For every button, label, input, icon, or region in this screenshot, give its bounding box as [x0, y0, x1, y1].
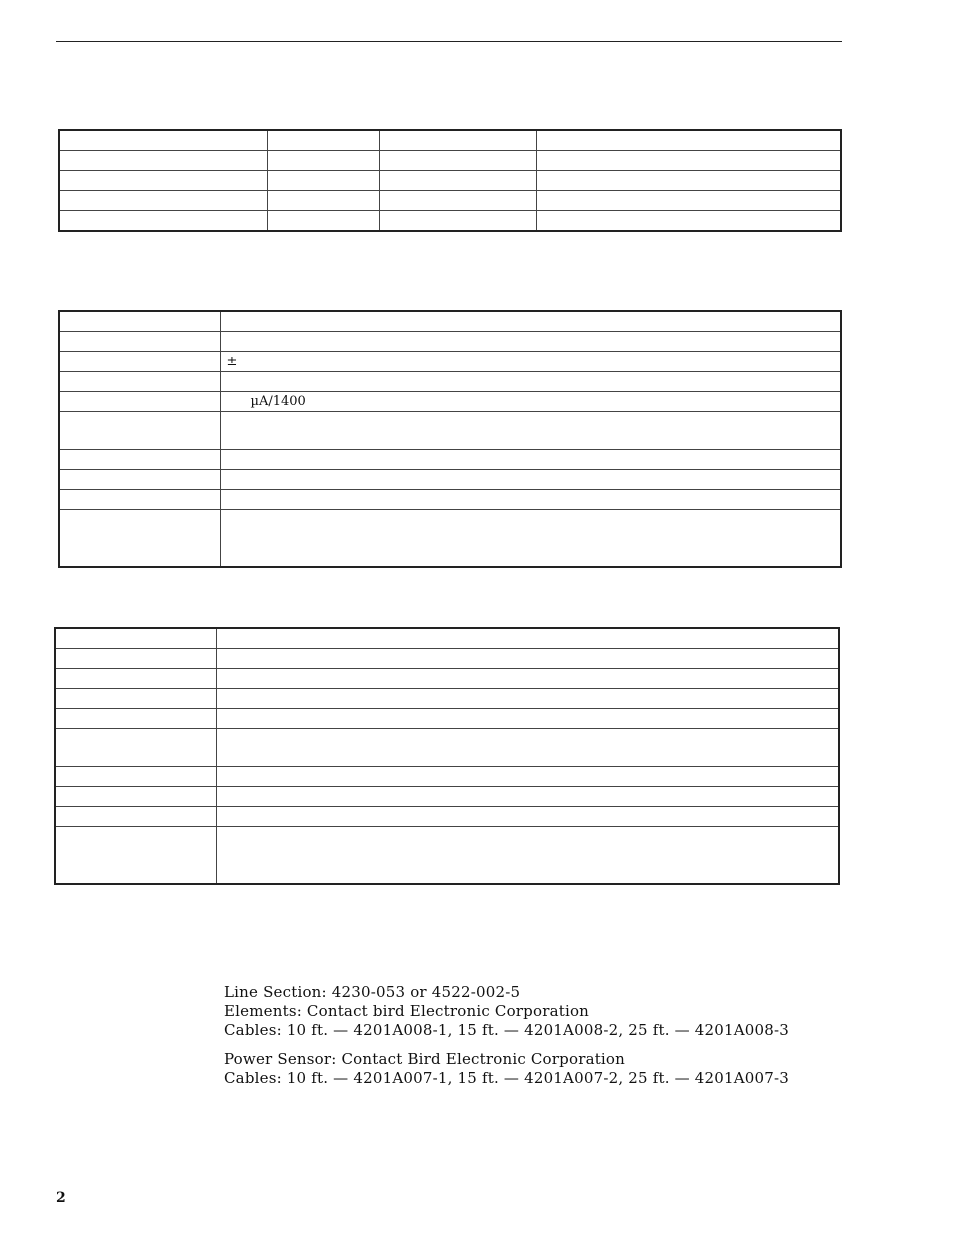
spec-value: [216, 787, 839, 807]
page-number: 2: [56, 1190, 66, 1206]
spec-label: [59, 372, 220, 392]
accessories-text: [224, 983, 844, 1098]
table-cell: [536, 171, 841, 191]
spec-label: [55, 689, 216, 709]
table-row: [55, 669, 839, 689]
accessories-group-line-section: [224, 983, 844, 1040]
table-cell: [267, 130, 379, 151]
spec-value: ±: [220, 352, 841, 372]
table-row: [59, 450, 841, 470]
spec-value: [220, 490, 841, 510]
spec-label: [55, 669, 216, 689]
table-cell: [536, 211, 841, 232]
spec-label: [59, 352, 220, 372]
spec-label: [55, 767, 216, 787]
spec-value: [220, 510, 841, 567]
table-cell: [59, 211, 267, 232]
table-cell: [379, 171, 536, 191]
accessory-line: Power Sensor: Contact Bird Electronic Corporation: [224, 1050, 626, 1068]
spec-label: [55, 729, 216, 767]
spec-label: [55, 649, 216, 669]
spec-label: [59, 470, 220, 490]
spec-value: [220, 470, 841, 490]
table-row: [55, 827, 839, 884]
table-row: [59, 211, 841, 232]
spec-value: [216, 827, 839, 884]
table-row: [59, 352, 841, 372]
spec-value: [220, 412, 841, 450]
table-cell: [267, 171, 379, 191]
spec-label: [59, 450, 220, 470]
accessory-line: Cables: 10 ft. — 4201A007-1, 15 ft. — 4201A007-2, 25 ft. — 4201A007-3: [224, 1069, 790, 1087]
spec-value: [220, 311, 841, 332]
table-row: [59, 130, 841, 151]
spec-label: [59, 332, 220, 352]
table-row: [59, 490, 841, 510]
spec-value: [216, 649, 839, 669]
table-cell: [536, 151, 841, 171]
spec-label: [59, 392, 220, 412]
table-row: [55, 807, 839, 827]
table-cell: [59, 130, 267, 151]
spec-value: [216, 689, 839, 709]
spec-table-2: [58, 310, 842, 568]
spec-label: [59, 510, 220, 567]
table-row: [59, 191, 841, 211]
table-cell: [536, 191, 841, 211]
table-cell: [59, 151, 267, 171]
spec-label: [59, 412, 220, 450]
table-cell: [267, 191, 379, 211]
table-cell: [379, 130, 536, 151]
spec-value: [216, 767, 839, 787]
table-row: [55, 649, 839, 669]
spec-table-3: [54, 627, 840, 885]
spec-label: [59, 311, 220, 332]
table-row: [59, 311, 841, 332]
table-row: [55, 729, 839, 767]
table-cell: [379, 211, 536, 232]
spec-table-1: [58, 129, 842, 232]
spec-value: [220, 372, 841, 392]
spec-label: [55, 807, 216, 827]
spec-label: [55, 709, 216, 729]
table-cell: [267, 211, 379, 232]
spec-value: µA/1400: [220, 392, 841, 412]
table-row: [59, 412, 841, 450]
table-row: [55, 689, 839, 709]
table-row: [59, 510, 841, 567]
table-row: [59, 151, 841, 171]
table-cell: [379, 191, 536, 211]
spec-label: [55, 827, 216, 884]
spec-value: [216, 628, 839, 649]
table-row: [59, 470, 841, 490]
spec-value: [216, 807, 839, 827]
spec-value: [220, 450, 841, 470]
accessory-line: Cables: 10 ft. — 4201A008-1, 15 ft. — 4201A008-2, 25 ft. — 4201A008-3: [224, 1021, 790, 1039]
table-row: [55, 787, 839, 807]
table-cell: [379, 151, 536, 171]
spec-value: [216, 669, 839, 689]
table-cell: [59, 171, 267, 191]
table-cell: [536, 130, 841, 151]
header-rule: [56, 41, 842, 42]
table-cell: [267, 151, 379, 171]
table-cell: [59, 191, 267, 211]
table-row: [55, 767, 839, 787]
spec-value: [220, 332, 841, 352]
table-row: [55, 628, 839, 649]
spec-value: [216, 709, 839, 729]
spec-value: [216, 729, 839, 767]
accessories-group-power-sensor: [224, 1050, 844, 1088]
spec-label: [59, 490, 220, 510]
table-row: [59, 372, 841, 392]
accessory-line: Elements: Contact bird Electronic Corporation: [224, 1002, 590, 1020]
table-row: [59, 171, 841, 191]
accessory-line: Line Section: 4230-053 or 4522-002-5: [224, 983, 521, 1001]
table-row: [55, 709, 839, 729]
table-row: [59, 392, 841, 412]
spec-label: [55, 787, 216, 807]
table-row: [59, 332, 841, 352]
spec-label: [55, 628, 216, 649]
